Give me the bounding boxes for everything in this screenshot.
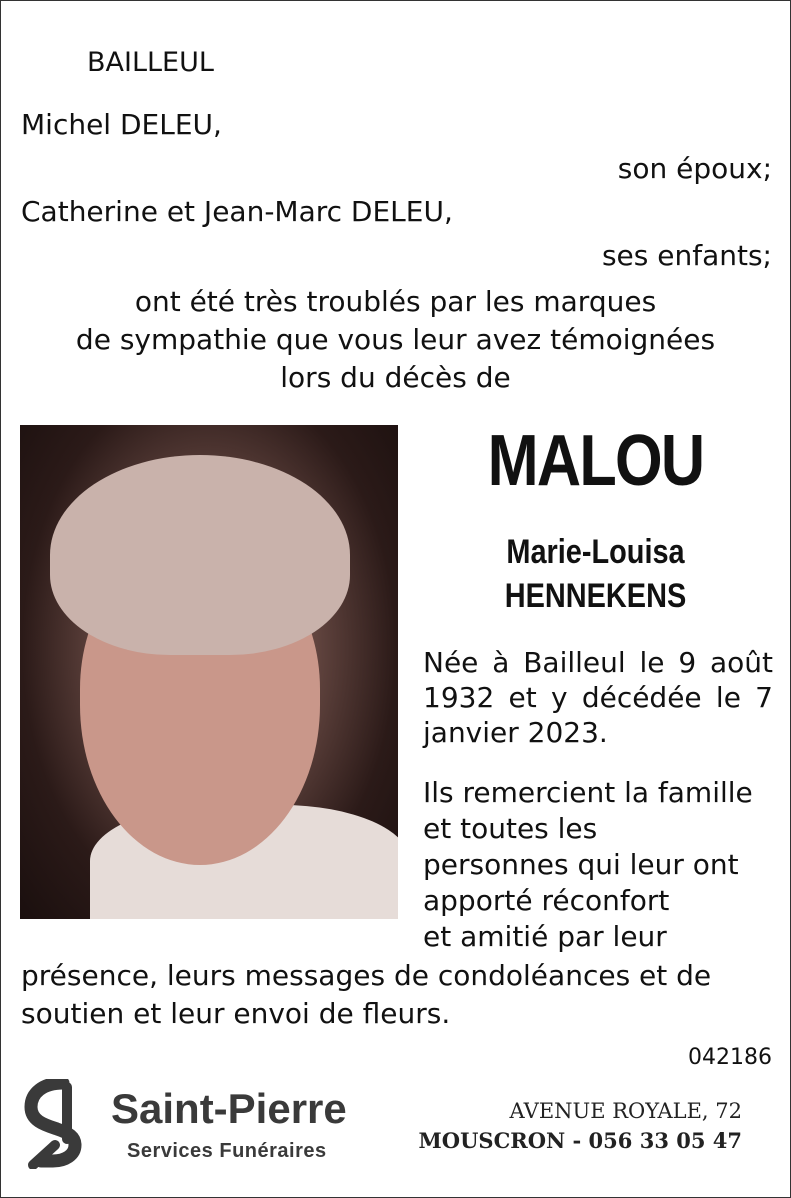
saint-pierre-logo-icon <box>23 1079 93 1169</box>
spouse-role: son époux; <box>617 152 772 185</box>
brand-subtitle: Services Funéraires <box>127 1140 327 1162</box>
thanks-continued-line: soutien et leur envoi de fleurs. <box>21 997 451 1030</box>
birth-death-text: Née à Bailleul le 9 août 1932 et y décédée le 7 janvier 2023. <box>423 646 773 749</box>
thanks-line: personnes qui leur ont <box>423 848 739 881</box>
intro-line: ont été très troublés par les marques <box>134 285 657 318</box>
address-line: AVENUE ROYALE, 72 <box>509 1099 742 1123</box>
children-role: ses enfants; <box>601 239 772 272</box>
deceased-last-name: HENNEKENS <box>504 577 687 615</box>
city-phone-line: MOUSCRON - 056 33 05 47 <box>418 1128 742 1153</box>
thanks-line: apporté réconfort <box>423 884 670 917</box>
deceased-nickname: MALOU <box>487 421 704 501</box>
spouse-name: Michel DELEU, <box>21 108 222 141</box>
children-names: Catherine et Jean-Marc DELEU, <box>21 195 453 228</box>
intro-line: lors du décès de <box>280 361 511 394</box>
brand-name: Saint-Pierre <box>111 1085 347 1132</box>
deceased-photo <box>20 425 398 919</box>
reference-number: 042186 <box>688 1045 772 1070</box>
location: BAILLEUL <box>87 47 214 78</box>
thanks-line: Ils remercient la famille <box>423 776 753 809</box>
thanks-line: et amitié par leur <box>423 920 667 953</box>
intro-line: de sympathie que vous leur avez témoignées <box>75 323 716 356</box>
deceased-first-name: Marie-Louisa <box>506 533 685 571</box>
thanks-continued-line: présence, leurs messages de condoléances et de <box>21 959 712 992</box>
thanks-line: et toutes les <box>423 812 598 845</box>
